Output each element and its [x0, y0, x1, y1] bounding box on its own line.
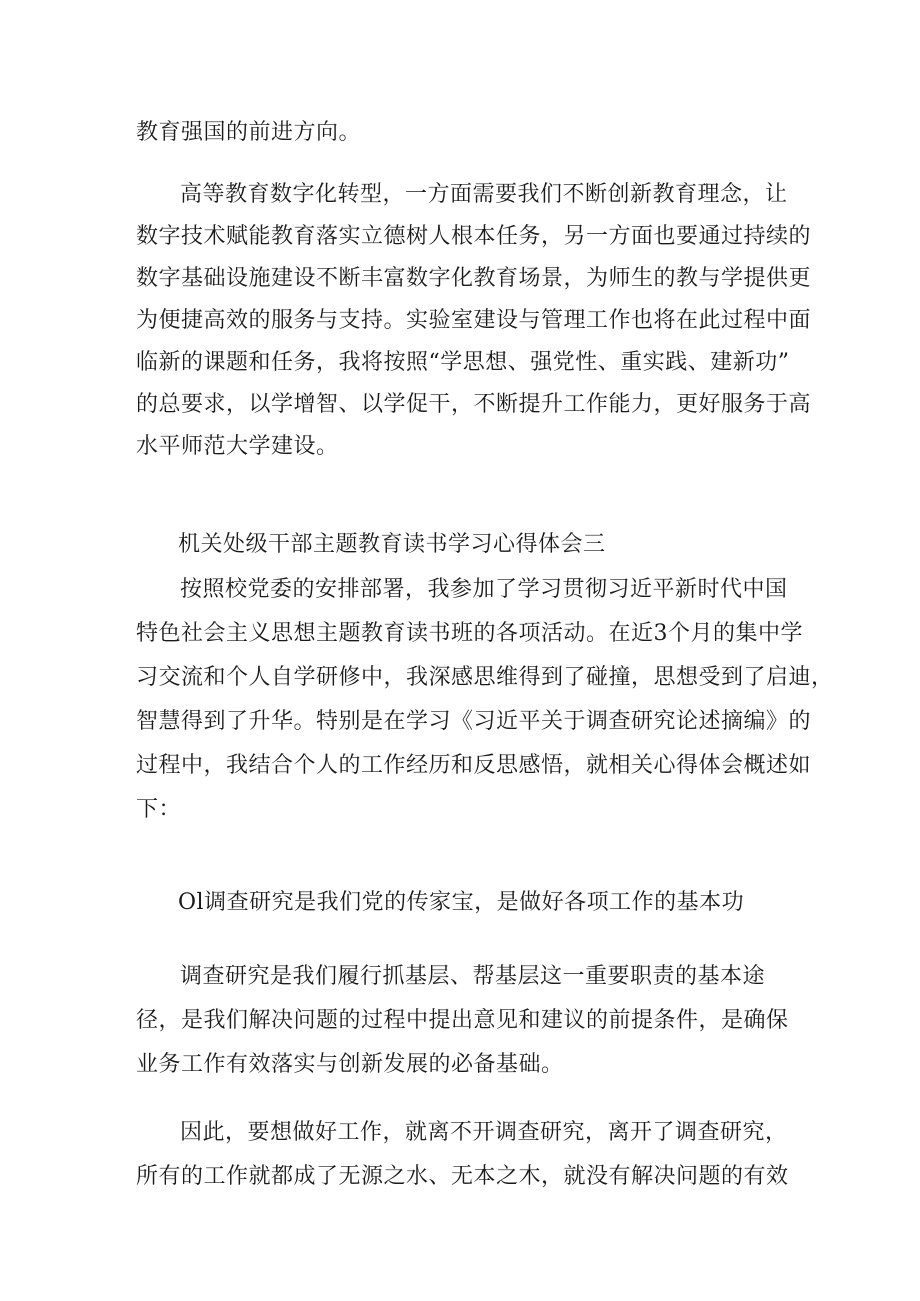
text-line: 特色社会主义思想主题教育读书班的各项活动。在近3个月的集中学 — [136, 621, 803, 646]
text-line: 为便捷高效的服务与支持。实验室建设与管理工作也将在此过程中面 — [136, 308, 812, 333]
section-title: 机关处级干部主题教育读书学习心得体会三 — [178, 532, 606, 557]
text-line: 因此，要想做好工作，就离不开调查研究，离开了调查研究， — [180, 1120, 788, 1145]
text-line: 智慧得到了升华。特别是在学习《习近平关于调查研究论述摘编》的 — [136, 709, 812, 734]
text-line: 数字技术赋能教育落实立德树人根本任务，另一方面也要通过持续的 — [136, 224, 812, 249]
text-line: 调查研究是我们履行抓基层、帮基层这一重要职责的基本途 — [180, 964, 766, 989]
text-line: 的总要求，以学增智、以学促干，不断提升工作能力，更好服务于高 — [136, 392, 812, 417]
text-line: 习交流和个人自学研修中，我深感思维得到了碰撞，思想受到了启迪， — [136, 665, 834, 690]
text-line: 径，是我们解决问题的过程中提出意见和建议的前提条件，是确保 — [136, 1008, 789, 1033]
text-line: 教育强国的前进方向。 — [136, 120, 362, 145]
text-line: 按照校党委的安排部署，我参加了学习贯彻习近平新时代中国 — [180, 577, 788, 602]
text-line: 所有的工作就都成了无源之水、无本之木，就没有解决问题的有效 — [136, 1164, 789, 1189]
subsection-title: Ol调查研究是我们党的传家宝，是做好各项工作的基本功 — [178, 890, 745, 915]
text-line: 高等教育数字化转型，一方面需要我们不断创新教育理念，让 — [180, 182, 788, 207]
text-line: 业务工作有效落实与创新发展的必备基础。 — [136, 1052, 564, 1077]
text-line: 水平师范大学建设。 — [136, 434, 339, 459]
text-line: 下： — [136, 797, 182, 822]
text-line: 过程中，我结合个人的工作经历和反思感悟，就相关心得体会概述如 — [136, 753, 812, 778]
text-line: 数字基础设施建设不断丰富数字化教育场景，为师生的教与学提供更 — [136, 266, 812, 291]
text-line: 临新的课题和任务，我将按照“学思想、强党性、重实践、建新功” — [136, 350, 790, 375]
